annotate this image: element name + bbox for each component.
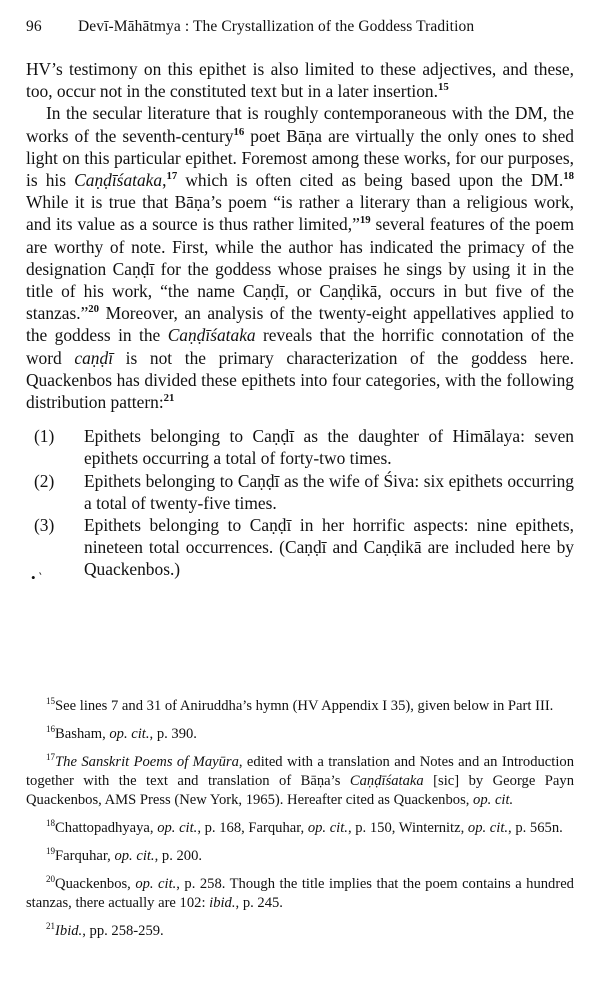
footnote-number: 17 [46, 752, 56, 763]
list-item-text: Epithets belonging to Caṇḍī as the daughter of Himālaya: seven epithets occurring a total of forty-two times. [84, 426, 574, 469]
footnote-number: 20 [46, 874, 56, 885]
sanskrit-term: caṇḍī [74, 347, 114, 368]
footnote-ref: 17 [166, 170, 178, 183]
margin-mark: • ‵ [31, 570, 42, 585]
footnote-18: $^{18}$Chattopadhyaya, op. cit., p. 168, Farquhar, op. cit., p. 150, Winternitz, op. cit., p. 565n. [46, 818, 563, 836]
list-item-number: (1) [34, 426, 55, 447]
page-number: 96 [26, 18, 42, 35]
list-item-number: (3) [34, 515, 55, 536]
footnote-number: 18 [46, 818, 56, 829]
footnote-ref: 20 [88, 303, 100, 316]
footnotes [26, 697, 574, 950]
footnote-ref: 18 [563, 170, 574, 183]
footnote-15: $^{15}$See lines 7 and 31 of Aniruddha’s hymn (HV Appendix I 35), given below in Part III. [46, 696, 554, 714]
footnote-21: $^{21}$Ibid., pp. 258-259. [46, 921, 164, 939]
footnote-ref: 19 [359, 214, 371, 227]
footnote-number: 16 [46, 724, 56, 735]
list-item [34, 514, 574, 581]
epithet-list [34, 425, 574, 580]
footnote-19: $^{19}$Farquhar, op. cit., p. 200. [46, 846, 203, 864]
footnote-ref: 21 [163, 392, 175, 405]
footnote-ref: 16 [233, 125, 245, 138]
running-title: Devī-Māhātmya : The Crystallization of the Goddess Tradition [78, 18, 475, 35]
footnote-number: 15 [46, 696, 56, 707]
footnote-17: $^{17}$The Sanskrit Poems of Mayūra, edited with a translation and Notes and an Introduction together with the text and translation of Bāṇa’s Caṇḍīśataka [sic] by George Payn Quackenbos, AMS Press (New York, 1965). Hereafter cited as Quackenbos, op. cit. [26, 752, 574, 808]
list-item-text: Epithets belonging to Caṇḍī as the wife of Śiva: six epithets occurring a total of twenty-five times. [84, 470, 574, 513]
footnote-16: $^{16}$Basham, op. cit., p. 390. [46, 724, 197, 742]
running-header [26, 18, 586, 36]
footnote-ref: 15 [437, 81, 449, 94]
paragraph-1: HV’s testimony on this epithet is also limited to these adjectives, and these, too, occur not in the constituted text but in a later insertion.$^{15}$ [26, 59, 574, 102]
footnote-20: $^{20}$Quackenbos, op. cit., p. 258. Though the title implies that the poem contains a hundred stanzas, there actually are 102: ibid., p. 245. [26, 874, 574, 911]
list-item [34, 470, 574, 514]
paragraph-2: In the secular literature that is roughly contemporaneous with the DM, the works of the seventh-century$^{16}$ poet Bāṇa are virtually the only ones to shed light on this particular epithet. Foremost among these works, for our purposes, is his Caṇḍīśataka,$^{17}$ which is often cited as being based upon the DM.$^{18}$ While it is true that Bāṇa’s poem “is rather a literary than a religious work, and its value as a source is thus rather limited,”$^{19}$ several features of the poem are worthy of note. First, while the author has indicated the primacy of the designation Caṇḍī for the goddess whose praises he sings by using it in the title of his work, “the name Caṇḍī, or Caṇḍikā, occurs in but five of the stanzas.”$^{20}$ Moreover, an analysis of the twenty-eight appellatives applied to the goddess in the Caṇḍīśataka reveals that the horrific connotation of the word caṇḍī is not the primary characterization of the goddess here. Quackenbos has divided these epithets into four categories, with the following distribution pattern:$^{21}$ [26, 103, 574, 413]
footnote-number: 21 [46, 921, 56, 932]
work-title: Caṇḍīśataka [74, 170, 163, 191]
footnote-number: 19 [46, 846, 56, 857]
list-item-text: Epithets belonging to Caṇḍī in her horrific aspects: nine epithets, nineteen total occurrences. (Caṇḍī and Caṇḍikā are included here by Quackenbos.) [84, 515, 574, 580]
list-item [34, 425, 574, 469]
list-item-number: (2) [34, 470, 55, 491]
work-title: Caṇḍīśataka [167, 325, 256, 346]
body-text [26, 58, 574, 581]
